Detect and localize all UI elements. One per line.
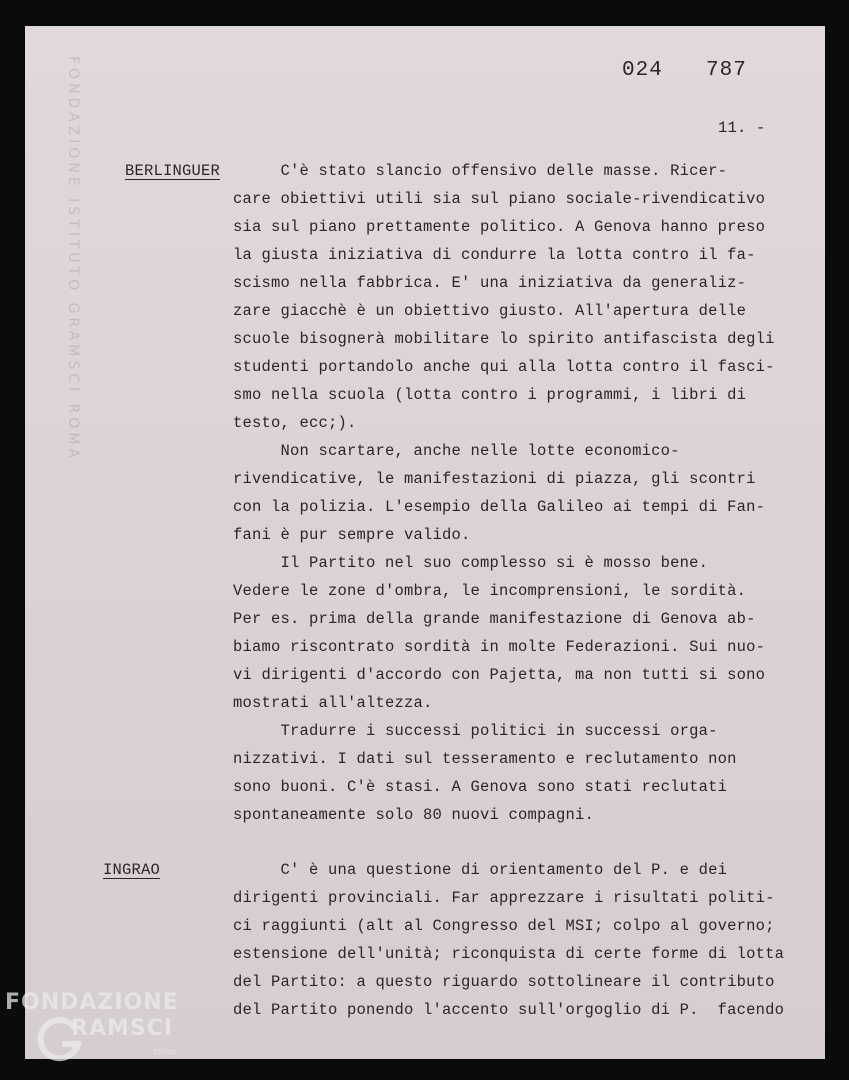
- logo-line1: FONDAZIONE: [5, 990, 179, 1015]
- text-line: la giusta iniziativa di condurre la lotta contro il fa-: [233, 246, 756, 264]
- text-line: C'è stato slancio offensivo delle masse. Ricer-: [233, 162, 728, 180]
- text-line: sono buoni. C'è stasi. A Genova sono stati reclutati: [233, 778, 728, 796]
- text-line: care obiettivi utili sia sul piano sociale-rivendicativo: [233, 190, 766, 208]
- text-line: fani è pur sempre valido.: [233, 526, 471, 544]
- text-line: scuole bisognerà mobilitare lo spirito antifascista degli: [233, 330, 775, 348]
- text-line: zare giacchè è un obiettivo giusto. All'apertura delle: [233, 302, 747, 320]
- text-line: smo nella scuola (lotta contro i programmi, i libri di: [233, 386, 747, 404]
- text-line: spontaneamente solo 80 nuovi compagni.: [233, 806, 595, 824]
- archive-number: 024 787: [622, 59, 747, 82]
- document-page: [25, 26, 825, 1059]
- text-line: dirigenti provinciali. Far apprezzare i risultati politi-: [233, 889, 775, 907]
- text-line: con la polizia. L'esempio della Galileo ai tempi di Fan-: [233, 498, 766, 516]
- text-line: ci raggiunti (alt al Congresso del MSI; colpo al governo;: [233, 917, 775, 935]
- speaker-ingrao: INGRAO: [103, 861, 161, 879]
- text-line: scismo nella fabbrica. E' una iniziativa da generaliz-: [233, 274, 747, 292]
- speaker-berlinguer: BERLINGUER: [125, 162, 221, 180]
- text-line: Vedere le zone d'ombra, le incomprensioni, le sordità.: [233, 582, 747, 600]
- text-line: vi dirigenti d'accordo con Pajetta, ma non tutti si sono: [233, 666, 766, 684]
- text-line: Per es. prima della grande manifestazione di Genova ab-: [233, 610, 756, 628]
- text-line: del Partito ponendo l'accento sull'orgoglio di P. facendo: [233, 1001, 785, 1019]
- margin-stamp: FONDAZIONE ISTITUTO GRAMSCI ROMA: [65, 56, 81, 462]
- page-number: 11. -: [718, 119, 766, 137]
- logo-suffix: onlus: [153, 1047, 178, 1057]
- fondazione-gramsci-logo: [5, 990, 225, 1070]
- text-line: sia sul piano prettamente politico. A Genova hanno preso: [233, 218, 766, 236]
- text-line: estensione dell'unità; riconquista di certe forme di lotta: [233, 945, 785, 963]
- text-line: mostrati all'altezza.: [233, 694, 433, 712]
- text-line: Tradurre i successi politici in successi orga-: [233, 722, 718, 740]
- text-line: Il Partito nel suo complesso si è mosso bene.: [233, 554, 709, 572]
- text-line: Non scartare, anche nelle lotte economico-: [233, 442, 680, 460]
- logo-line2: RAMSCI: [71, 1016, 174, 1041]
- text-line: del Partito: a questo riguardo sottolineare il contributo: [233, 973, 775, 991]
- text-line: C' è una questione di orientamento del P. e dei: [233, 861, 728, 879]
- text-line: studenti portandolo anche qui alla lotta contro il fasci-: [233, 358, 775, 376]
- text-line: rivendicative, le manifestazioni di piazza, gli scontri: [233, 470, 756, 488]
- text-line: testo, ecc;).: [233, 414, 357, 432]
- text-line: nizzativi. I dati sul tesseramento e reclutamento non: [233, 750, 737, 768]
- text-line: biamo riscontrato sordità in molte Federazioni. Sui nuo-: [233, 638, 766, 656]
